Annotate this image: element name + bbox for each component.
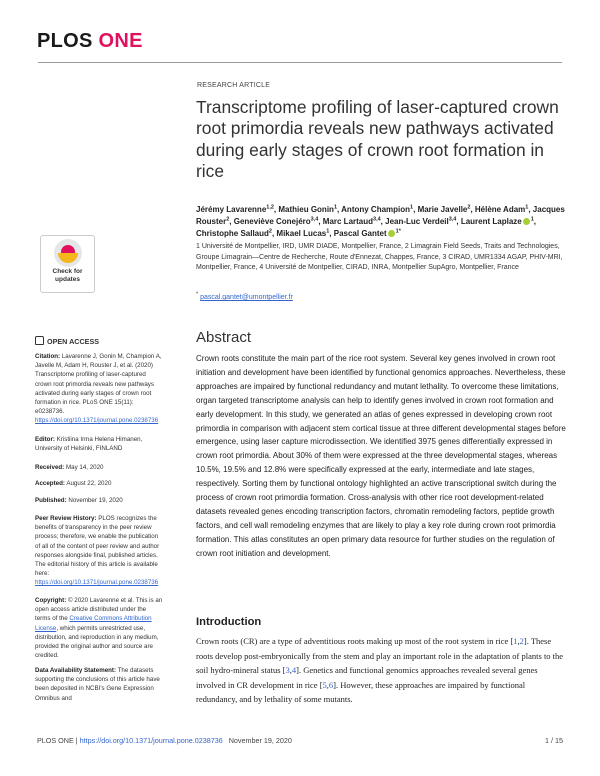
accepted-block xyxy=(35,479,163,488)
editor-text: Kristiina Irma Helena Himanen, University of Helsinki, FINLAND xyxy=(35,436,143,453)
copyright-text-2: , which permits unrestricted use, distribution, and reproduction in any medium, provided the original author and source are credited. xyxy=(35,624,159,660)
corresponding-author xyxy=(196,291,293,301)
check-updates-icon xyxy=(54,239,82,267)
received-block xyxy=(35,463,163,472)
copyright-block xyxy=(35,596,163,660)
author-separator: , xyxy=(380,217,386,226)
abstract-heading: Abstract xyxy=(196,329,252,346)
author-name[interactable]: Marc Lartaud xyxy=(322,217,374,226)
author-name[interactable]: Geneviève Conejéro xyxy=(233,217,311,226)
author-affiliation-sup: 2 xyxy=(467,204,471,211)
author-separator: , xyxy=(318,217,323,226)
author-separator: , xyxy=(271,229,277,238)
author-separator: , xyxy=(470,205,475,214)
footer-separator: | xyxy=(73,736,80,745)
peer-review-text: PLOS recognizes the benefits of transparency in the peer review process; therefore, we enable the publication of all of the content of peer review and author responses alongside final, published articles. The editorial history of this article is available here: xyxy=(35,515,160,578)
author-affiliation-sup: 3,4 xyxy=(310,216,319,223)
author-separator: , xyxy=(337,205,342,214)
editor-label: Editor: xyxy=(35,436,55,443)
journal-logo[interactable] xyxy=(37,30,143,53)
author-affiliation-sup: 1,2 xyxy=(266,204,274,211)
author-list xyxy=(196,204,566,240)
author-separator: , xyxy=(413,205,418,214)
citation-ref-4[interactable]: 4 xyxy=(291,665,297,676)
accepted-date: August 22, 2020 xyxy=(66,480,112,487)
author-name[interactable]: Jean-Luc Verdeil xyxy=(385,217,449,226)
citation-ref-3[interactable]: 3 xyxy=(285,665,290,676)
introduction-heading: Introduction xyxy=(196,616,262,628)
author-name[interactable]: Laurent Laplaze xyxy=(460,217,522,226)
footer-date: November 19, 2020 xyxy=(228,736,292,745)
intro-text-3: ]. These roots develop post-embryonically from the stem and play an important role in the adaptation of plants to the soil hydro-mineral status [ xyxy=(196,636,564,676)
open-access-text: OPEN ACCESS xyxy=(47,337,100,346)
author-separator: , xyxy=(533,217,537,226)
citation-ref-1[interactable]: 1 xyxy=(513,636,518,646)
footer-journal: PLOS ONE xyxy=(37,736,74,745)
open-lock-icon xyxy=(35,336,44,345)
data-availability-text: The datasets supporting the conclusions of this article have been deposited in NCBI's Gene Expression Omnibus and xyxy=(35,667,160,702)
author-name[interactable]: Pascal Gantet xyxy=(333,229,387,238)
peer-review-label: Peer Review History: xyxy=(35,515,97,522)
author-name[interactable]: Antony Champion xyxy=(341,205,411,214)
logo-plos: PLOS xyxy=(37,30,93,52)
data-availability-block xyxy=(35,666,163,703)
citation-ref-6[interactable]: 6 xyxy=(328,679,334,690)
intro-text-2: , xyxy=(517,636,520,646)
author-affiliation-sup: 1 xyxy=(410,204,414,211)
citation-text: Lavarenne J, Gonin M, Champion A, Javelle M, Adam H, Rouster J, et al. (2020) Transcriptome profiling of laser-captured crown root primordia reveals new pathways activated during early stages of crown root formation in rice. PLoS ONE 15(11): e0238736. xyxy=(35,353,162,416)
orcid-icon[interactable] xyxy=(523,218,530,225)
citation-block xyxy=(35,352,163,426)
affiliations: 1 Université de Montpellier, IRD, UMR DIADE, Montpellier, France, 2 Limagrain Field Seeds, Traits and Technologies, Groupe Limagrain—Centre de Recherche, Route d'Ennezat, Chappes, France, 3 CIRAD, UMR1334 AGAP, PHIV-MRI, Montpellier, France, 4 Université de Montpellier, CIRAD, INRA, Montpellier SupAgro, Montpellier, France xyxy=(196,243,563,272)
intro-text-6: , xyxy=(326,679,329,690)
author-separator: , xyxy=(329,229,334,238)
intro-text-1: Crown roots (CR) are a type of adventitious roots making up most of the root system in rice [ xyxy=(196,636,514,646)
open-access-label xyxy=(35,336,99,346)
author-separator: , xyxy=(528,205,533,214)
logo-one: ONE xyxy=(98,30,143,52)
data-availability-label: Data Availability Statement: xyxy=(35,667,117,674)
citation-ref-2[interactable]: 2 xyxy=(519,636,524,646)
author-affiliation-sup: 3,4 xyxy=(448,216,457,223)
author-name[interactable]: Christophe Sallaud xyxy=(196,229,269,238)
author-name[interactable]: Mikael Lucas xyxy=(276,229,327,238)
received-date: May 14, 2020 xyxy=(65,464,104,471)
page-number: 1 / 15 xyxy=(545,736,563,745)
corresponding-email-link[interactable]: pascal.gantet@umontpellier.fr xyxy=(200,294,293,301)
author-name[interactable]: Hélène Adam xyxy=(474,205,526,214)
copyright-label: Copyright: xyxy=(35,597,67,604)
peer-review-block xyxy=(35,514,163,588)
author-name[interactable]: Mathieu Gonin xyxy=(278,205,334,214)
check-updates-line1: Check for xyxy=(52,268,83,275)
author-affiliation-sup: 1 xyxy=(326,228,330,235)
author-affiliation-sup: 2 xyxy=(268,228,272,235)
published-block xyxy=(35,496,163,505)
citation-ref-5[interactable]: 5 xyxy=(322,679,327,690)
author-name[interactable]: Marie Javelle xyxy=(417,205,468,214)
author-name[interactable]: Jacques Rouster xyxy=(196,205,565,226)
author-separator: , xyxy=(273,205,279,214)
author-affiliation-sup: 2 xyxy=(226,216,230,223)
article-type: RESEARCH ARTICLE xyxy=(197,82,271,89)
introduction-text xyxy=(196,634,568,707)
header-divider xyxy=(38,62,562,63)
author-separator: , xyxy=(456,217,461,226)
license-link[interactable]: Creative Commons Attribution License xyxy=(35,615,152,632)
author-name[interactable]: Jérémy Lavarenne xyxy=(196,205,267,214)
orcid-icon[interactable] xyxy=(388,230,395,237)
intro-text-7: ]. However, these approaches are impaired by functional redundancy, and by lethality of some mutants. xyxy=(196,679,526,705)
check-updates-line2: updates xyxy=(55,275,80,283)
peer-review-link[interactable]: https://doi.org/10.1371/journal.pone.0238736 xyxy=(35,579,159,587)
author-affiliation-sup: 1 xyxy=(333,204,337,211)
author-affiliation-sup: 1* xyxy=(395,228,401,235)
intro-text-4: , xyxy=(289,665,292,676)
author-separator: , xyxy=(229,217,234,226)
citation-label: Citation: xyxy=(35,353,61,360)
abstract-text: Crown roots constitute the main part of the rice root system. Several key genes involved in crown root initiation and development have been identified by functional genomics approaches. Nevertheless, these approaches are impaired by functional redundancy and mutant lethality. To overcome these limitations, organ targeted transcriptome analysis can help to identify genes involved in crown root formation and early development. In this study, we generated an atlas of genes expressed in developing crown root primordia in comparison with adjacent stem cortical tissue at three different developmental stages before emergence, using laser capture microdissection. We identified 3975 genes differentially expressed in crown root primordia. About 30% of them were expressed at the three developmental stages, whereas 10.5%, 19.5% and 12.8% were specifically expressed at the early, intermediate and late stages, respectively. Sorting them by functional ontology highlighted an active transcriptional switch during the process of crown root primordia formation. Cross-analysis with other rice root development-related datasets revealed genes encoding transcription factors, chromatin remodeling factors, peptide growth factors, and cell wall remodeling enzymes that are likely to play a key role during crown root primordia formation. This atlas constitutes an open primary data resource for further studies on the regulation of crown root initiation and development. xyxy=(196,354,566,558)
footer-doi-link[interactable]: https://doi.org/10.1371/journal.pone.0238736 xyxy=(79,736,223,745)
received-label: Received: xyxy=(35,464,65,471)
corresponding-star: * xyxy=(196,291,199,298)
author-affiliation-sup: 1 xyxy=(525,204,529,211)
published-date: November 19, 2020 xyxy=(68,497,123,504)
intro-text-5: ]. Genetics and functional genomics approaches revealed several genes involved in CR development in rice [ xyxy=(196,665,538,690)
copyright-text: © 2020 Lavarenne et al. This is an open access article distributed under the terms of the xyxy=(35,597,163,623)
author-affiliation-sup: 3,4 xyxy=(373,216,381,223)
published-label: Published: xyxy=(35,497,67,504)
page-footer xyxy=(37,736,292,745)
editor-block xyxy=(35,435,163,453)
citation-doi-link[interactable]: https://doi.org/10.1371/journal.pone.0238736 xyxy=(35,417,159,425)
author-affiliation-sup: 1 xyxy=(530,216,534,223)
accepted-label: Accepted: xyxy=(35,480,65,487)
article-title: Transcriptome profiling of laser-captured crown root primordia reveals new pathways activated during early stages of crown root formation in rice xyxy=(196,97,559,182)
check-for-updates-button[interactable] xyxy=(40,235,95,293)
